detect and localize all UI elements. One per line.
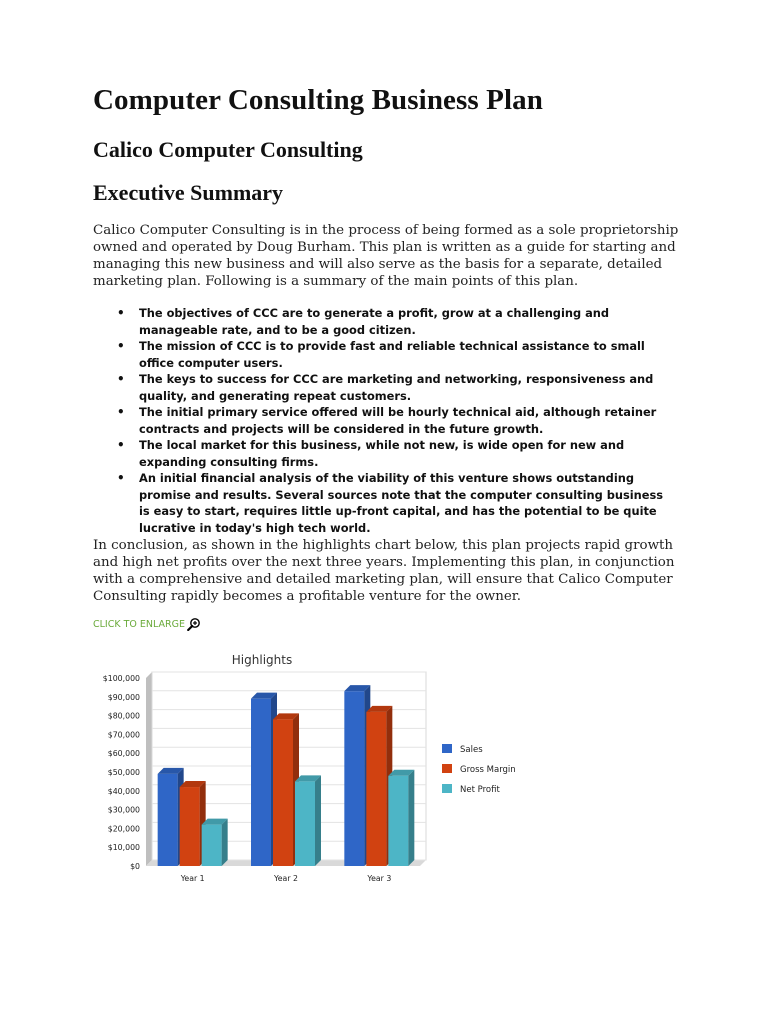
company-name: Calico Computer Consulting — [93, 137, 363, 162]
click-to-enlarge-link[interactable] — [93, 617, 201, 631]
chart-y-tick-label: $10,000 — [107, 843, 140, 853]
bullet-dot-icon: • — [117, 438, 125, 452]
chart-legend-swatch — [442, 744, 452, 753]
summary-bullet-list — [117, 305, 677, 536]
chart-y-tick-label: $20,000 — [107, 824, 140, 834]
chart-y-tick-label: $60,000 — [107, 749, 140, 759]
highlights-chart — [90, 640, 550, 890]
bullet-text: An initial financial analysis of the viability of this venture shows outstanding promise and results. Several sources note that the computer consulting business is easy to start, requires little up-front capital, and has the potential to be quite lucrative in today's high tech world. — [139, 471, 664, 535]
bullet-dot-icon: • — [117, 339, 125, 353]
chart-left-wall — [146, 672, 152, 866]
bullet-item — [117, 437, 677, 470]
document-title: Computer Consulting Business Plan — [93, 84, 543, 116]
section-heading: Executive Summary — [93, 180, 284, 205]
chart-y-tick-label: $0 — [130, 862, 140, 871]
chart-y-tick-label: $90,000 — [107, 692, 140, 702]
bullet-item — [117, 404, 677, 437]
highlights-chart-svg — [90, 640, 550, 890]
chart-legend-label: Sales — [460, 745, 483, 755]
click-to-enlarge-label: CLICK TO ENLARGE — [93, 618, 185, 630]
bullet-item — [117, 371, 677, 404]
chart-x-tick-label: Year 3 — [367, 874, 392, 883]
bullet-text: The keys to success for CCC are marketing and networking, responsiveness and quality, and generating repeat customers. — [139, 372, 654, 403]
chart-legend-swatch — [442, 784, 452, 793]
chart-bar — [295, 775, 321, 866]
chart-y-tick-label: $40,000 — [107, 786, 140, 796]
chart-bar — [202, 819, 228, 866]
chart-x-tick-label: Year 1 — [180, 874, 205, 883]
chart-y-tick-label: $50,000 — [107, 768, 140, 777]
chart-y-tick-label: $100,000 — [102, 674, 140, 683]
bullet-item — [117, 470, 677, 536]
bullet-text: The initial primary service offered will be hourly technical aid, although retainer contracts and projects will be considered in the future growth. — [139, 405, 657, 436]
chart-legend-label: Net Profit — [460, 785, 500, 795]
intro-paragraph: Calico Computer Consulting is in the process of being formed as a sole proprietorship owned and operated by Doug Burham. This plan is written as a guide for starting and managing this new business and will also serve as the basis for a separate, detailed marketing plan. Following is a summary of the main points of this plan. — [93, 223, 679, 289]
chart-x-axis — [180, 874, 392, 883]
chart-title: Highlights — [231, 653, 293, 667]
chart-y-tick-label: $70,000 — [107, 730, 140, 740]
chart-y-tick-label: $80,000 — [107, 711, 140, 721]
bullet-text: The mission of CCC is to provide fast and reliable technical assistance to small office computer users. — [139, 339, 645, 370]
bullet-text: The objectives of CCC are to generate a profit, grow at a challenging and manageable rate, and to be a good citizen. — [139, 306, 610, 337]
magnifier-plus-icon — [187, 617, 201, 631]
bullet-dot-icon: • — [117, 372, 125, 386]
chart-legend — [442, 744, 516, 795]
chart-y-tick-label: $30,000 — [107, 805, 140, 815]
conclusion-paragraph: In conclusion, as shown in the highlights chart below, this plan projects rapid growth and high net profits over the next three years. Implementing this plan, in conjunction with a comprehensive and detailed marketing plan, will ensure that Calico Computer Consulting rapidly becomes a profitable venture for the owner. — [93, 538, 675, 604]
bullet-item — [117, 305, 677, 338]
chart-x-tick-label: Year 2 — [274, 874, 298, 883]
bullet-dot-icon: • — [117, 471, 125, 485]
bullet-item — [117, 338, 677, 371]
chart-legend-label: Gross Margin — [460, 765, 516, 775]
bullet-dot-icon: • — [117, 306, 125, 320]
bullet-text: The local market for this business, while not new, is wide open for new and expanding consulting firms. — [139, 438, 625, 469]
bullet-dot-icon: • — [117, 405, 125, 419]
chart-bar — [388, 770, 414, 866]
chart-legend-swatch — [442, 764, 452, 773]
